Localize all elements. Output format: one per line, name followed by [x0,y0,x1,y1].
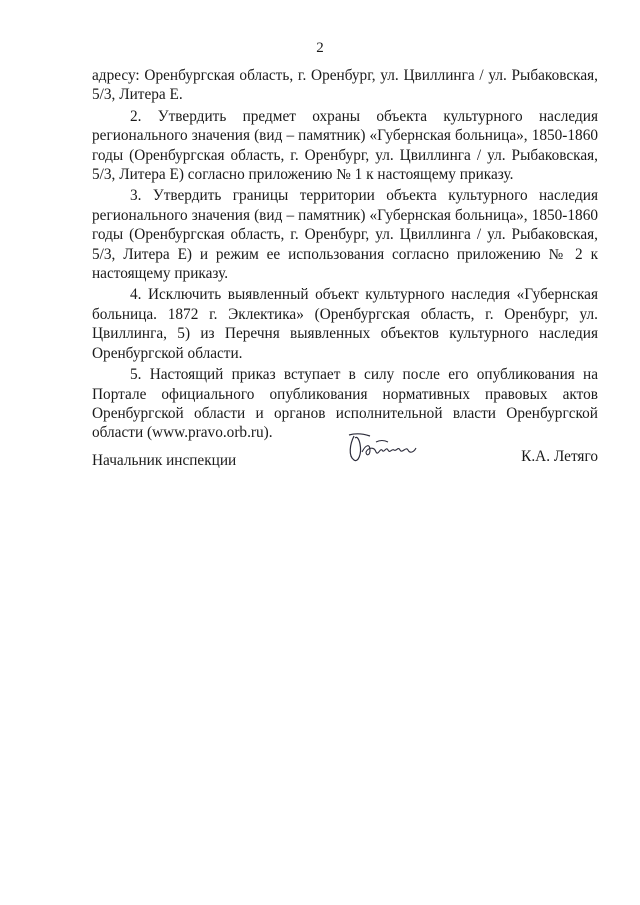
signature-block [92,440,598,480]
signatory-position: Начальник инспекции [92,452,237,469]
paragraph-item-3: 3. Утвердить границы территории объекта культурного наследия регионального значения (вид – памятник) «Губернская больница», 1850-1860 годы (Оренбургская область, г. Оренбург, ул. Цвиллинга / ул. Рыбаковская, 5/3, Литера Е) и режим ее использования согласно приложению № 2 к настоящему приказу. [92,187,598,283]
paragraph-address-continuation: адресу: Оренбургская область, г. Оренбург, ул. Цвиллинга / ул. Рыбаковская, 5/3, Литера Е. [92,67,598,104]
paragraph-item-4: 4. Исключить выявленный объект культурного наследия «Губернская больница. 1872 г. Эклектика» (Оренбургская область, г. Оренбург, ул. Цвиллинга, 5) из Перечня выявленных объектов культурного наследия Оренбургской области. [92,286,598,362]
paragraph-item-5: 5. Настоящий приказ вступает в силу после его опубликования на Портале официального опубликования нормативных правовых актов Оренбургской области и органов исполнительной власти Оренбургской области (www.pravo.orb.ru). [92,366,598,442]
page-number: 2 [316,40,324,56]
paragraph-item-2: 2. Утвердить предмет охраны объекта культурного наследия регионального значения (вид – памятник) «Губернская больница», 1850-1860 годы (Оренбургская область, г. Оренбург, ул. Цвиллинга / ул. Рыбаковская, 5/3, Литера Е) согласно приложению № 1 к настоящему приказу. [92,107,598,184]
signatory-name: К.А. Летяго [521,448,598,465]
handwritten-signature [346,430,426,470]
document-body [92,66,598,443]
